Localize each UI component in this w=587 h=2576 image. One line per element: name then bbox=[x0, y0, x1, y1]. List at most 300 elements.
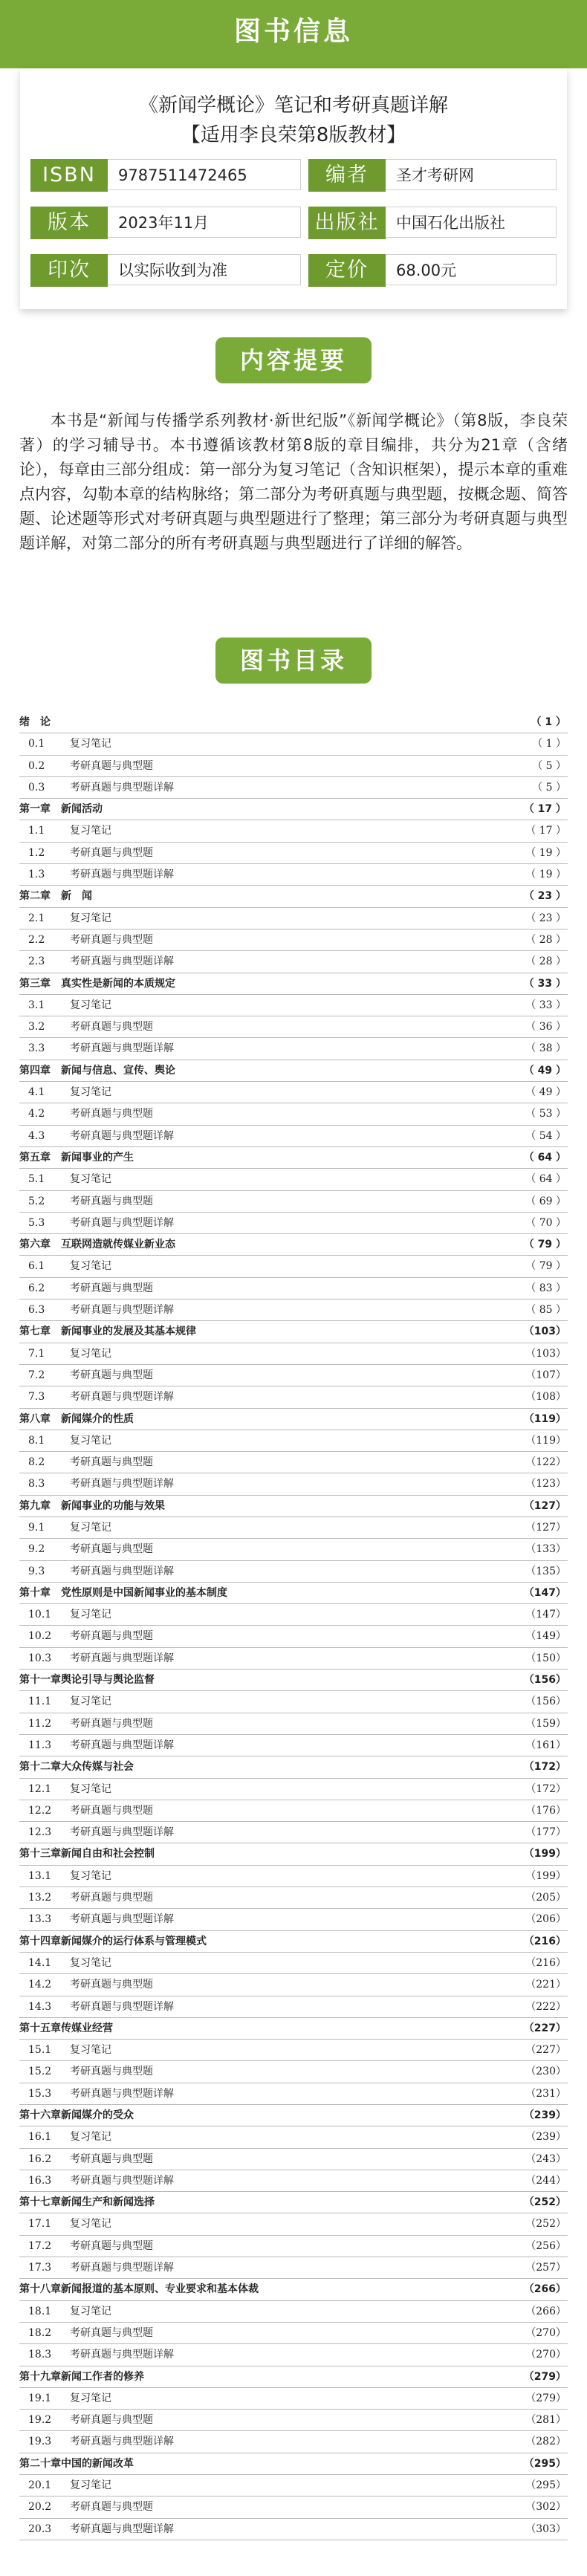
toc-page: （ 19 ） bbox=[525, 869, 566, 881]
toc-title: 新闻工作者的修养 bbox=[61, 2370, 144, 2383]
toc-title: 新闻媒介的性质 bbox=[61, 1412, 134, 1425]
toc-title: 新闻事业的功能与效果 bbox=[61, 1499, 165, 1512]
toc-section-row bbox=[19, 1473, 568, 1495]
toc-number: 第四章 bbox=[19, 1064, 51, 1077]
toc-number: 第十四章 bbox=[19, 1935, 61, 1947]
toc-title: 复习笔记 bbox=[70, 999, 111, 1011]
toc-number: 11.2 bbox=[28, 1717, 52, 1730]
toc-number: 0.3 bbox=[28, 781, 45, 794]
toc-number: 第十九章 bbox=[19, 2370, 61, 2383]
toc-chapter-row bbox=[19, 2018, 568, 2040]
toc-section-row bbox=[19, 1539, 568, 1560]
toc-page: （295） bbox=[525, 2479, 566, 2492]
isbn-value: 9787511472465 bbox=[108, 159, 301, 190]
toc-page: （161） bbox=[525, 1739, 566, 1751]
toc-section-row bbox=[19, 908, 568, 929]
toc-title: 复习笔记 bbox=[70, 1956, 111, 1969]
toc-title: 考研真题与典型题 bbox=[70, 1021, 153, 1034]
toc-title: 复习笔记 bbox=[70, 1086, 111, 1099]
toc-section-row bbox=[19, 1430, 568, 1452]
toc-page: （176） bbox=[525, 1804, 566, 1817]
toc-page: （ 49 ） bbox=[523, 1064, 566, 1077]
toc-section-row bbox=[19, 2257, 568, 2279]
toc-section-row bbox=[19, 2083, 568, 2105]
toc-page: （ 79 ） bbox=[523, 1239, 566, 1251]
toc-title: 新闻生产和新闻选择 bbox=[61, 2196, 155, 2209]
toc-number: 第九章 bbox=[19, 1499, 51, 1512]
toc-number: 17.2 bbox=[28, 2239, 52, 2252]
toc-number: 9.2 bbox=[28, 1543, 45, 1556]
toc-section-row bbox=[19, 1300, 568, 1321]
toc-page: （206） bbox=[525, 1913, 566, 1926]
toc-number: 1.1 bbox=[28, 825, 45, 837]
toc-title: 考研真题与典型题 bbox=[70, 846, 153, 859]
toc-page: （199） bbox=[525, 1869, 566, 1882]
toc-section-row bbox=[19, 733, 568, 755]
toc-number: 第十章 bbox=[19, 1586, 51, 1599]
toc-number: 3.2 bbox=[28, 1021, 45, 1034]
toc-section-row bbox=[19, 1822, 568, 1843]
publisher-label: 出版社 bbox=[308, 207, 386, 239]
toc-title: 复习笔记 bbox=[70, 912, 111, 924]
toc-number: 第五章 bbox=[19, 1151, 51, 1164]
toc-title: 中国的新闻改革 bbox=[61, 2457, 134, 2470]
toc-title: 真实性是新闻的本质规定 bbox=[61, 977, 175, 990]
toc-number: 第十八章 bbox=[19, 2283, 61, 2296]
toc-chapter-row bbox=[19, 1496, 568, 1517]
toc-number: 2.2 bbox=[28, 933, 45, 946]
toc-number: 7.1 bbox=[28, 1347, 45, 1360]
toc-page: （ 19 ） bbox=[525, 846, 566, 859]
toc-section-row bbox=[19, 1626, 568, 1647]
info-row-2 bbox=[30, 207, 557, 239]
toc-page: （282） bbox=[525, 2436, 566, 2448]
toc-page: （303） bbox=[525, 2523, 566, 2535]
toc-title: 新闻报道的基本原则、专业要求和基本体裁 bbox=[61, 2283, 259, 2296]
toc-section-row bbox=[19, 1103, 568, 1125]
toc-title: 大众传媒与社会 bbox=[61, 1761, 134, 1774]
info-row-3 bbox=[30, 254, 557, 287]
toc-title: 考研真题与典型题详解 bbox=[70, 2087, 174, 2100]
toc-number: 6.1 bbox=[28, 1260, 45, 1273]
toc-number: 10.1 bbox=[28, 1609, 52, 1621]
toc-number: 第一章 bbox=[19, 803, 51, 816]
toc-page: （ 64 ） bbox=[523, 1151, 566, 1164]
toc-section-row bbox=[19, 951, 568, 973]
toc-title: 复习笔记 bbox=[70, 2044, 111, 2057]
toc-section-row bbox=[19, 1648, 568, 1670]
toc-title: 考研真题与典型题详解 bbox=[70, 956, 174, 968]
toc-title: 考研真题与典型题 bbox=[70, 1804, 153, 1817]
toc-title: 考研真题与典型题 bbox=[70, 1195, 153, 1207]
summary-heading: 内容提要 bbox=[215, 337, 372, 383]
toc-number: 14.2 bbox=[28, 1979, 52, 1991]
toc-chapter-row bbox=[19, 1060, 568, 1082]
isbn-label: ISBN bbox=[30, 159, 108, 192]
toc-title: 考研真题与典型题详解 bbox=[70, 2349, 174, 2361]
toc-page: （127） bbox=[525, 1521, 566, 1534]
toc-page: （244） bbox=[525, 2174, 566, 2187]
toc-page: （119） bbox=[525, 1434, 566, 1447]
book-title bbox=[20, 91, 567, 150]
toc-page: （122） bbox=[525, 1456, 566, 1469]
book-info-card bbox=[20, 68, 567, 309]
toc-title: 新闻与信息、宣传、舆论 bbox=[61, 1064, 175, 1077]
toc-title: 考研真题与典型题 bbox=[70, 1630, 153, 1643]
toc-page: （216） bbox=[525, 1956, 566, 1969]
toc-title: 考研真题与典型题 bbox=[70, 2414, 153, 2427]
toc-section-row bbox=[19, 2061, 568, 2083]
toc-page: （231） bbox=[525, 2087, 566, 2100]
toc-number: 13.2 bbox=[28, 1892, 52, 1904]
toc-page: （222） bbox=[525, 2000, 566, 2013]
toc-title: 考研真题与典型题详解 bbox=[70, 2174, 174, 2187]
toc-page: （ 85 ） bbox=[525, 1304, 566, 1317]
toc-number: 16.1 bbox=[28, 2131, 52, 2144]
toc-title: 复习笔记 bbox=[70, 1347, 111, 1360]
toc-title: 考研真题与典型题详解 bbox=[70, 1565, 174, 1577]
toc-number: 9.1 bbox=[28, 1521, 45, 1534]
toc-number: 3.3 bbox=[28, 1042, 45, 1055]
toc-page: （149） bbox=[525, 1630, 566, 1643]
toc-number: 16.2 bbox=[28, 2152, 52, 2165]
toc-page: （103） bbox=[525, 1347, 566, 1360]
toc-page: （239） bbox=[525, 2131, 566, 2144]
toc-title: 考研真题与典型题详解 bbox=[70, 1478, 174, 1490]
toc-title: 互联网造就传媒业新业态 bbox=[61, 1239, 175, 1251]
toc-section-row bbox=[19, 1713, 568, 1735]
toc-number: 11.3 bbox=[28, 1739, 52, 1751]
toc-chapter-row bbox=[19, 712, 568, 733]
publisher-value: 中国石化出版社 bbox=[386, 207, 557, 238]
toc-section-row bbox=[19, 1082, 568, 1103]
toc-page: （221） bbox=[525, 1979, 566, 1991]
toc-number: 1.2 bbox=[28, 846, 45, 859]
toc-title: 考研真题与典型题详解 bbox=[70, 1391, 174, 1404]
toc-number: 第十五章 bbox=[19, 2022, 61, 2034]
toc-number: 15.3 bbox=[28, 2087, 52, 2100]
toc-title: 复习笔记 bbox=[70, 2392, 111, 2404]
toc-title: 考研真题与典型题详解 bbox=[70, 1304, 174, 1317]
toc-number: 20.2 bbox=[28, 2501, 52, 2514]
toc-page: （172） bbox=[523, 1761, 566, 1774]
toc-title: 考研真题与典型题详解 bbox=[70, 869, 174, 881]
toc-title: 考研真题与典型题详解 bbox=[70, 1913, 174, 1926]
toc-section-row bbox=[19, 1800, 568, 1822]
toc-page: （ 53 ） bbox=[525, 1108, 566, 1120]
toc-title: 复习笔记 bbox=[70, 1260, 111, 1273]
toc-page: （ 1 ） bbox=[532, 738, 566, 750]
toc-number: 17.3 bbox=[28, 2262, 52, 2274]
toc-section-row bbox=[19, 1169, 568, 1190]
toc-number: 4.3 bbox=[28, 1129, 45, 1142]
toc-chapter-row bbox=[19, 799, 568, 820]
toc-number: 11.1 bbox=[28, 1696, 52, 1708]
toc-title: 考研真题与典型题 bbox=[70, 1717, 153, 1730]
price-label: 定价 bbox=[308, 254, 386, 287]
toc-title: 复习笔记 bbox=[70, 2305, 111, 2317]
editor-label: 编者 bbox=[308, 159, 386, 192]
toc-number: 第十六章 bbox=[19, 2109, 61, 2121]
editor-value: 圣才考研网 bbox=[386, 159, 557, 190]
toc-chapter-row bbox=[19, 973, 568, 995]
toc-title: 考研真题与典型题详解 bbox=[70, 2000, 174, 2013]
toc-page: （ 70 ） bbox=[525, 1216, 566, 1229]
toc-title: 考研真题与典型题 bbox=[70, 1543, 153, 1556]
toc-title: 新闻自由和社会控制 bbox=[61, 1848, 155, 1860]
toc-title: 考研真题与典型题 bbox=[70, 2152, 153, 2165]
toc-chapter-row bbox=[19, 2366, 568, 2388]
toc-title: 考研真题与典型题详解 bbox=[70, 2436, 174, 2448]
toc-number: 10.3 bbox=[28, 1652, 52, 1664]
toc-chapter-row bbox=[19, 1321, 568, 1343]
toc-number: 第七章 bbox=[19, 1326, 51, 1338]
toc-title: 复习笔记 bbox=[70, 2479, 111, 2492]
toc-page: （156） bbox=[525, 1696, 566, 1708]
toc-chapter-row bbox=[19, 886, 568, 907]
toc-section-row bbox=[19, 2170, 568, 2192]
toc-section-row bbox=[19, 2323, 568, 2344]
toc-title: 新闻事业的发展及其基本规律 bbox=[61, 1326, 196, 1338]
toc-title: 考研真题与典型题 bbox=[70, 1979, 153, 1991]
toc-title: 考研真题与典型题 bbox=[70, 759, 153, 772]
toc-page: （ 69 ） bbox=[525, 1195, 566, 1207]
toc-chapter-row bbox=[19, 2279, 568, 2300]
book-title-line2: 【适用李良荣第8版教材】 bbox=[181, 124, 406, 146]
toc-section-row bbox=[19, 1452, 568, 1473]
toc-page: （ 79 ） bbox=[525, 1260, 566, 1273]
toc-page: （159） bbox=[525, 1717, 566, 1730]
toc-title: 考研真题与典型题 bbox=[70, 1892, 153, 1904]
toc-page: （279） bbox=[525, 2392, 566, 2404]
toc-number: 8.1 bbox=[28, 1434, 45, 1447]
toc-chapter-row bbox=[19, 1843, 568, 1865]
toc-page: （ 36 ） bbox=[525, 1021, 566, 1034]
price-value: 68.00元 bbox=[386, 254, 557, 285]
toc-number: 7.3 bbox=[28, 1391, 45, 1404]
toc-title: 考研真题与典型题详解 bbox=[70, 2262, 174, 2274]
toc-section-row bbox=[19, 1779, 568, 1800]
toc-page: （252） bbox=[525, 2218, 566, 2231]
toc-section-row bbox=[19, 1038, 568, 1060]
toc-title: 复习笔记 bbox=[70, 825, 111, 837]
toc-title: 传媒业经营 bbox=[61, 2022, 113, 2034]
print-label: 印次 bbox=[30, 254, 108, 287]
toc-section-row bbox=[19, 1974, 568, 1996]
toc-title: 考研真题与典型题详解 bbox=[70, 1042, 174, 1055]
toc-page: （227） bbox=[523, 2022, 566, 2034]
toc-number: 13.3 bbox=[28, 1913, 52, 1926]
toc-page: （ 5 ） bbox=[532, 781, 566, 794]
toc-title: 新闻活动 bbox=[61, 803, 103, 816]
toc-page: （147） bbox=[523, 1586, 566, 1599]
table-of-contents bbox=[19, 712, 568, 2540]
toc-section-row bbox=[19, 2475, 568, 2496]
toc-section-row bbox=[19, 2040, 568, 2061]
toc-title: 考研真题与典型题 bbox=[70, 2066, 153, 2078]
toc-page: （123） bbox=[525, 1478, 566, 1490]
toc-section-row bbox=[19, 2431, 568, 2453]
toc-number: 6.2 bbox=[28, 1282, 45, 1294]
toc-number: 1.3 bbox=[28, 869, 45, 881]
toc-section-row bbox=[19, 756, 568, 777]
toc-number: 5.1 bbox=[28, 1173, 45, 1186]
toc-section-row bbox=[19, 820, 568, 842]
toc-page: （205） bbox=[525, 1892, 566, 1904]
toc-title: 考研真题与典型题详解 bbox=[70, 1739, 174, 1751]
toc-number: 15.1 bbox=[28, 2044, 52, 2057]
toc-title: 考研真题与典型题详解 bbox=[70, 781, 174, 794]
page-title: 图书信息 bbox=[233, 16, 353, 47]
toc-title: 党性原则是中国新闻事业的基本制度 bbox=[61, 1586, 227, 1599]
toc-section-row bbox=[19, 1887, 568, 1909]
toc-heading: 图书目录 bbox=[215, 637, 372, 684]
toc-title: 考研真题与典型题详解 bbox=[70, 1216, 174, 1229]
toc-title: 新闻事业的产生 bbox=[61, 1151, 134, 1164]
toc-number: 17.1 bbox=[28, 2218, 52, 2231]
toc-section-row bbox=[19, 777, 568, 799]
toc-number: 3.1 bbox=[28, 999, 45, 1011]
toc-number: 0.1 bbox=[28, 738, 45, 750]
toc-title: 考研真题与典型题详解 bbox=[70, 1129, 174, 1142]
toc-page: （ 49 ） bbox=[525, 1086, 566, 1099]
toc-page: （199） bbox=[523, 1848, 566, 1860]
toc-page: （216） bbox=[523, 1935, 566, 1947]
toc-number: 9.3 bbox=[28, 1565, 45, 1577]
toc-number: 16.3 bbox=[28, 2174, 52, 2187]
toc-section-row bbox=[19, 864, 568, 886]
toc-number: 第十一章 bbox=[19, 1674, 61, 1687]
toc-title: 复习笔记 bbox=[70, 1696, 111, 1708]
toc-page: （270） bbox=[525, 2326, 566, 2339]
toc-page: （266） bbox=[523, 2283, 566, 2296]
toc-chapter-row bbox=[19, 1756, 568, 1778]
toc-page: （ 1 ） bbox=[531, 716, 566, 728]
toc-section-row bbox=[19, 929, 568, 951]
toc-section-row bbox=[19, 1365, 568, 1386]
toc-page: （ 23 ） bbox=[525, 912, 566, 924]
toc-number: 2.1 bbox=[28, 912, 45, 924]
toc-page: （281） bbox=[525, 2414, 566, 2427]
toc-chapter-row bbox=[19, 1409, 568, 1430]
toc-number: 10.2 bbox=[28, 1630, 52, 1643]
toc-page: （103） bbox=[523, 1326, 566, 1338]
toc-title: 舆论引导与舆论监督 bbox=[61, 1674, 155, 1687]
toc-title: 复习笔记 bbox=[70, 1782, 111, 1795]
toc-title: 考研真题与典型题 bbox=[70, 2501, 153, 2514]
toc-page: （107） bbox=[525, 1369, 566, 1381]
toc-number: 19.1 bbox=[28, 2392, 52, 2404]
toc-section-row bbox=[19, 1343, 568, 1365]
toc-section-row bbox=[19, 2301, 568, 2323]
toc-title: 考研真题与典型题 bbox=[70, 1108, 153, 1120]
toc-page: （156） bbox=[523, 1674, 566, 1687]
toc-page: （ 83 ） bbox=[525, 1282, 566, 1294]
toc-page: （ 17 ） bbox=[523, 803, 566, 816]
toc-title: 考研真题与典型题详解 bbox=[70, 1826, 174, 1839]
toc-title: 复习笔记 bbox=[70, 2218, 111, 2231]
toc-page: （256） bbox=[525, 2239, 566, 2252]
toc-section-row bbox=[19, 1126, 568, 1147]
toc-number: 15.2 bbox=[28, 2066, 52, 2078]
toc-page: （150） bbox=[525, 1652, 566, 1664]
toc-page: （172） bbox=[525, 1782, 566, 1795]
toc-section-row bbox=[19, 1517, 568, 1539]
toc-number: 14.3 bbox=[28, 2000, 52, 2013]
toc-page: （295） bbox=[523, 2457, 566, 2470]
toc-section-row bbox=[19, 2410, 568, 2431]
toc-page: （252） bbox=[523, 2196, 566, 2209]
toc-number: 12.2 bbox=[28, 1804, 52, 1817]
toc-title: 考研真题与典型题 bbox=[70, 1456, 153, 1469]
toc-number: 7.2 bbox=[28, 1369, 45, 1381]
toc-title: 复习笔记 bbox=[70, 738, 111, 750]
toc-title: 复习笔记 bbox=[70, 1521, 111, 1534]
toc-title: 新闻媒介的运行体系与管理模式 bbox=[61, 1935, 207, 1947]
toc-chapter-row bbox=[19, 1931, 568, 1953]
toc-title: 新 闻 bbox=[61, 890, 92, 903]
toc-section-row bbox=[19, 2496, 568, 2518]
toc-chapter-row bbox=[19, 1234, 568, 1256]
toc-page: （ 33 ） bbox=[523, 977, 566, 990]
toc-page: （270） bbox=[525, 2349, 566, 2361]
toc-number: 18.2 bbox=[28, 2326, 52, 2339]
toc-section-row bbox=[19, 2213, 568, 2235]
toc-number: 8.3 bbox=[28, 1478, 45, 1490]
toc-chapter-row bbox=[19, 2453, 568, 2475]
toc-number: 第三章 bbox=[19, 977, 51, 990]
toc-page: （147） bbox=[525, 1609, 566, 1621]
toc-title: 复习笔记 bbox=[70, 2131, 111, 2144]
toc-chapter-row bbox=[19, 1147, 568, 1169]
toc-chapter-row bbox=[19, 1583, 568, 1604]
toc-title: 新闻媒介的受众 bbox=[61, 2109, 134, 2121]
book-title-line1: 《新闻学概论》笔记和考研真题详解 bbox=[138, 94, 448, 117]
toc-number: 6.3 bbox=[28, 1304, 45, 1317]
toc-title: 考研真题与典型题 bbox=[70, 1369, 153, 1381]
toc-chapter-row bbox=[19, 2192, 568, 2213]
toc-number: 绪 论 bbox=[19, 716, 51, 728]
toc-page: （ 54 ） bbox=[525, 1129, 566, 1142]
toc-section-row bbox=[19, 1996, 568, 2018]
toc-page: （ 5 ） bbox=[532, 759, 566, 772]
toc-page: （ 28 ） bbox=[525, 956, 566, 968]
toc-number: 18.3 bbox=[28, 2349, 52, 2361]
toc-page: （227） bbox=[525, 2044, 566, 2057]
toc-title: 考研真题与典型题详解 bbox=[70, 1652, 174, 1664]
toc-number: 第八章 bbox=[19, 1412, 51, 1425]
toc-section-row bbox=[19, 1604, 568, 1626]
toc-section-row bbox=[19, 2236, 568, 2257]
toc-title: 考研真题与典型题 bbox=[70, 2239, 153, 2252]
toc-page: （ 23 ） bbox=[523, 890, 566, 903]
toc-number: 14.1 bbox=[28, 1956, 52, 1969]
toc-page: （127） bbox=[523, 1499, 566, 1512]
toc-page: （108） bbox=[525, 1391, 566, 1404]
toc-section-row bbox=[19, 2519, 568, 2540]
toc-chapter-row bbox=[19, 2105, 568, 2126]
toc-section-row bbox=[19, 1191, 568, 1213]
toc-page: （135） bbox=[525, 1565, 566, 1577]
toc-section-row bbox=[19, 995, 568, 1016]
toc-number: 20.1 bbox=[28, 2479, 52, 2492]
toc-page: （257） bbox=[525, 2262, 566, 2274]
toc-number: 第十七章 bbox=[19, 2196, 61, 2209]
toc-page: （ 64 ） bbox=[525, 1173, 566, 1186]
toc-number: 第十二章 bbox=[19, 1761, 61, 1774]
toc-number: 2.3 bbox=[28, 956, 45, 968]
toc-number: 4.1 bbox=[28, 1086, 45, 1099]
